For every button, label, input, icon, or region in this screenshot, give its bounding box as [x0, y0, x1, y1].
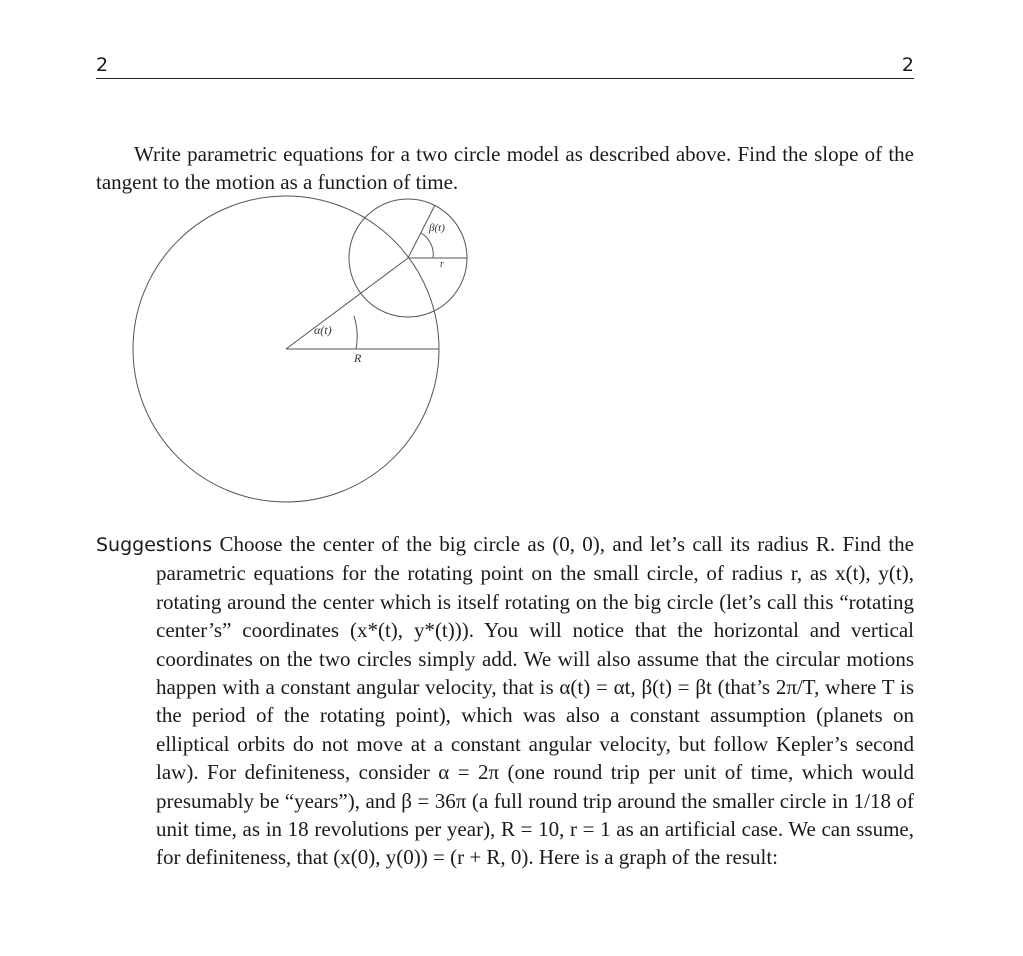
suggestions-block [96, 530, 914, 872]
suggestions-label: Suggestions [96, 534, 213, 556]
center-line [286, 258, 408, 349]
label-beta: β(t) [429, 222, 445, 234]
intro-paragraph: Write parametric equations for a two circle model as described above. Find the slope of the tangent to the motion as a function of time. [96, 142, 914, 195]
page-number-right: 2 [901, 54, 914, 76]
page-number-left: 2 [96, 54, 109, 76]
two-circle-diagram [96, 190, 476, 510]
suggestions-text: Choose the center of the big circle as (0, 0), and let’s call its radius R. Find the parametric equations for the rotating point on the small circle, of radius r, as x(t), y(t), rotating around the center which is itself rotating on the big circle (let’s call this “rotating center’s” coordinates (x*(t), y*(t))). You will notice that the horizontal and vertical coordinates on the two circles simply add. We will also assume that the circular motions happen with a constant angular velocity, that is α(t) = αt, β(t) = βt (that’s 2π/T, where T is the period of the rotating point), which was also a constant assumption (planets on elliptical orbits do not move at a constant angular velocity, but follow Kepler’s second law). For definiteness, consider α = 2π (one round trip per unit of time, which would presumably be “years”), and β = 36π (a full round trip around the smaller circle in 1/18 of unit time, as in 18 revolutions per year), R = 10, r = 1 as an artificial case. We can ssume, for definiteness, that (x(0), y(0)) = (r + R, 0). Here is a graph of the result: [156, 532, 915, 870]
label-alpha: α(t) [314, 323, 332, 337]
beta-arc [421, 233, 433, 258]
label-R: R [354, 351, 362, 365]
page-header [96, 52, 914, 79]
label-r: r [440, 259, 444, 270]
alpha-arc [354, 316, 357, 349]
